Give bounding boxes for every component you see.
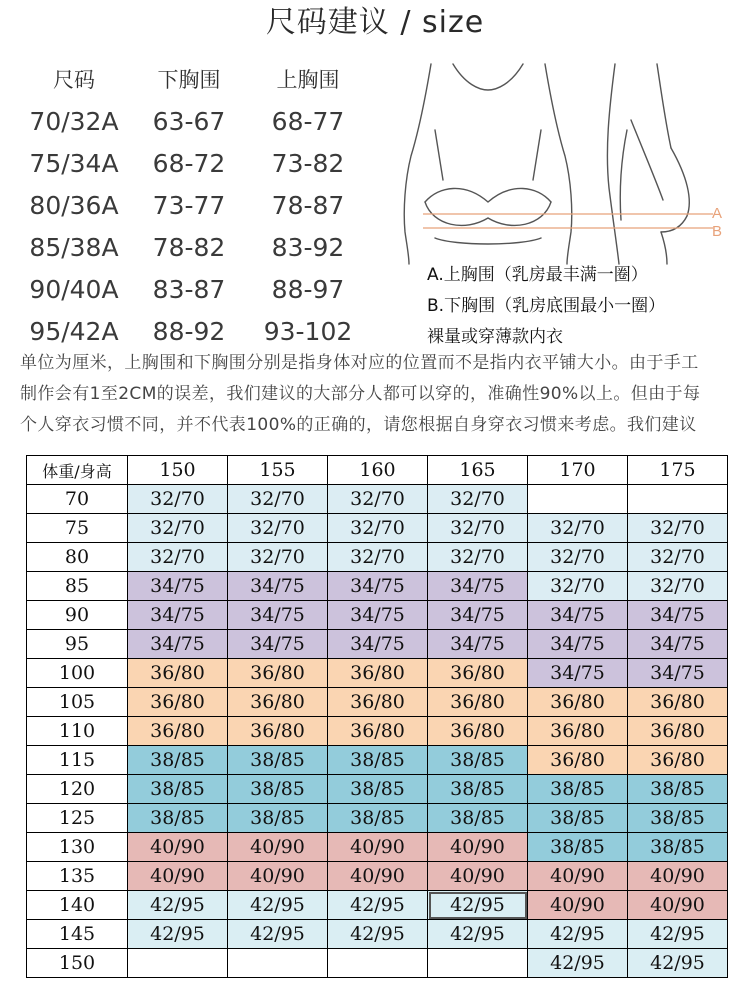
table-row (27, 514, 728, 543)
note-measure-tip: 裸量或穿薄款内衣 (427, 327, 563, 347)
measure-lines (423, 205, 722, 240)
size-cell: 36/80 (528, 688, 628, 717)
size-cell: 36/80 (628, 717, 728, 746)
front-bra (425, 188, 551, 202)
size-chart-header (18, 58, 388, 100)
bust-value: 78-87 (271, 190, 345, 220)
table-corner-label: 体重/身高 (27, 456, 128, 485)
size-chart (18, 58, 388, 352)
size-cell: 40/90 (128, 833, 228, 862)
size-cell: 36/80 (128, 717, 228, 746)
size-cell (328, 949, 428, 978)
size-chart-row (18, 310, 388, 352)
size-cell: 34/75 (428, 630, 528, 659)
size-cell: 36/80 (228, 659, 328, 688)
weight-label: 70 (27, 485, 128, 514)
weight-label: 105 (27, 688, 128, 717)
weight-label: 120 (27, 775, 128, 804)
size-cell: 32/70 (328, 485, 428, 514)
table-row (27, 659, 728, 688)
table-row (27, 630, 728, 659)
size-cell: 32/70 (228, 485, 328, 514)
size-cell: 36/80 (628, 746, 728, 775)
size-cell: 38/85 (328, 775, 428, 804)
height-header: 175 (628, 456, 728, 485)
table-row (27, 572, 728, 601)
size-cell: 38/85 (328, 804, 428, 833)
size-chart-row (18, 268, 388, 310)
size-cell: 34/75 (228, 572, 328, 601)
size-cell: 40/90 (228, 862, 328, 891)
measurement-illustration (395, 60, 730, 265)
size-cell: 40/90 (128, 862, 228, 891)
size-cell: 32/70 (428, 543, 528, 572)
size-cell: 34/75 (528, 659, 628, 688)
size-cell: 34/75 (128, 572, 228, 601)
size-value: 75/34A (29, 148, 119, 178)
size-cell: 32/70 (228, 543, 328, 572)
size-cell: 32/70 (628, 543, 728, 572)
bust-value: 88-97 (271, 274, 345, 304)
size-chart-row (18, 226, 388, 268)
size-cell: 40/90 (528, 891, 628, 920)
weight-height-size-table (26, 455, 728, 978)
size-cell: 32/70 (628, 572, 728, 601)
height-header: 155 (228, 456, 328, 485)
size-cell: 34/75 (428, 572, 528, 601)
size-cell: 36/80 (628, 688, 728, 717)
under-bust-value: 63-67 (152, 106, 226, 136)
front-body-outline (545, 64, 572, 264)
weight-label: 145 (27, 920, 128, 949)
table-header-row (27, 456, 728, 485)
under-bust-value: 68-72 (152, 148, 226, 178)
paragraph-line: 单位为厘米，上胸围和下胸围分别是指身体对应的位置而不是指内衣平铺大小。由于手工 (20, 353, 699, 373)
size-cell: 34/75 (528, 630, 628, 659)
weight-label: 110 (27, 717, 128, 746)
size-chart-row (18, 142, 388, 184)
table-row (27, 543, 728, 572)
size-cell: 36/80 (228, 717, 328, 746)
disclaimer-paragraph (20, 348, 732, 441)
size-cell: 38/85 (628, 833, 728, 862)
size-cell: 34/75 (328, 601, 428, 630)
size-value: 90/40A (29, 274, 119, 304)
size-cell: 32/70 (328, 514, 428, 543)
size-value: 95/42A (29, 316, 119, 346)
table-row (27, 717, 728, 746)
size-cell: 36/80 (328, 688, 428, 717)
size-cell: 38/85 (128, 804, 228, 833)
size-cell: 32/70 (528, 514, 628, 543)
weight-label: 150 (27, 949, 128, 978)
size-cell: 32/70 (128, 514, 228, 543)
size-cell (628, 485, 728, 514)
size-cell: 38/85 (228, 775, 328, 804)
height-header: 170 (528, 456, 628, 485)
side-body-outline (661, 148, 689, 232)
page-title: 尺码建议 / size (265, 5, 485, 40)
under-bust-value: 73-77 (152, 190, 226, 220)
size-cell: 38/85 (228, 804, 328, 833)
weight-label: 135 (27, 862, 128, 891)
table-row (27, 891, 728, 920)
height-header: 165 (428, 456, 528, 485)
size-cell: 42/95 (128, 920, 228, 949)
size-cell: 32/70 (328, 543, 428, 572)
size-cell: 38/85 (628, 775, 728, 804)
size-cell: 34/75 (228, 630, 328, 659)
size-cell (428, 949, 528, 978)
size-cell: 40/90 (328, 833, 428, 862)
size-cell: 34/75 (228, 601, 328, 630)
side-strap (631, 120, 663, 200)
size-cell: 34/75 (428, 601, 528, 630)
size-cell: 38/85 (528, 775, 628, 804)
weight-label: 125 (27, 804, 128, 833)
size-cell: 42/95 (228, 920, 328, 949)
bust-value: 83-92 (271, 232, 345, 262)
weight-label: 90 (27, 601, 128, 630)
table-row (27, 920, 728, 949)
size-cell: 40/90 (428, 833, 528, 862)
front-torso (435, 238, 541, 244)
bust-value: 93-102 (263, 316, 353, 346)
size-header-bust: 上胸围 (276, 68, 340, 92)
size-cell: 40/90 (428, 862, 528, 891)
size-cell: 36/80 (528, 746, 628, 775)
size-cell: 36/80 (428, 659, 528, 688)
size-cell: 32/70 (428, 514, 528, 543)
table-row (27, 804, 728, 833)
size-cell: 34/75 (128, 630, 228, 659)
table-row (27, 949, 728, 978)
side-body-outline (607, 64, 619, 264)
size-value: 85/38A (29, 232, 119, 262)
size-cell: 34/75 (628, 601, 728, 630)
bust-value: 73-82 (271, 148, 345, 178)
size-cell: 40/90 (628, 862, 728, 891)
table-row (27, 833, 728, 862)
size-cell: 42/95 (328, 891, 428, 920)
size-cell: 32/70 (528, 543, 628, 572)
note-under-bust: B.下胸围（乳房底围最小一圈） (427, 296, 666, 316)
weight-label: 75 (27, 514, 128, 543)
size-cell: 42/95 (328, 920, 428, 949)
size-cell (128, 949, 228, 978)
weight-label: 85 (27, 572, 128, 601)
size-cell: 40/90 (328, 862, 428, 891)
size-cell: 32/70 (128, 543, 228, 572)
paragraph-line: 制作会有1至2CM的误差，我们建议的大部分人都可以穿的，准确性90%以上。但由于每 (20, 384, 701, 404)
size-cell: 34/75 (328, 572, 428, 601)
front-strap (435, 130, 443, 180)
label-b: B (712, 223, 723, 240)
measurement-notes (427, 260, 665, 353)
size-cell: 36/80 (128, 688, 228, 717)
bust-value: 68-77 (271, 106, 345, 136)
size-cell: 34/75 (528, 601, 628, 630)
size-cell: 42/95 (628, 949, 728, 978)
size-header-under-bust: 下胸围 (157, 68, 221, 92)
table-row (27, 862, 728, 891)
size-cell: 36/80 (128, 659, 228, 688)
side-body-outline (657, 64, 671, 148)
size-cell: 36/80 (428, 688, 528, 717)
table-row (27, 775, 728, 804)
size-cell (228, 949, 328, 978)
size-cell: 34/75 (128, 601, 228, 630)
size-cell: 38/85 (628, 804, 728, 833)
size-cell: 42/95 (428, 891, 528, 920)
size-header-size: 尺码 (53, 68, 95, 92)
size-cell: 42/95 (128, 891, 228, 920)
size-cell: 34/75 (328, 630, 428, 659)
size-value: 80/36A (29, 190, 119, 220)
height-header: 160 (328, 456, 428, 485)
weight-label: 130 (27, 833, 128, 862)
size-cell: 32/70 (528, 572, 628, 601)
size-cell: 42/95 (428, 920, 528, 949)
size-cell: 42/95 (628, 920, 728, 949)
weight-label: 115 (27, 746, 128, 775)
under-bust-value: 88-92 (152, 316, 226, 346)
front-body-outline (404, 64, 431, 264)
size-cell: 32/70 (228, 514, 328, 543)
size-cell: 38/85 (428, 746, 528, 775)
front-neck (453, 64, 523, 90)
size-cell: 38/85 (528, 804, 628, 833)
size-cell: 38/85 (128, 775, 228, 804)
size-chart-row (18, 184, 388, 226)
size-cell: 36/80 (328, 659, 428, 688)
table-row (27, 746, 728, 775)
size-cell: 42/95 (528, 949, 628, 978)
size-cell: 40/90 (628, 891, 728, 920)
weight-label: 80 (27, 543, 128, 572)
size-cell: 34/75 (628, 630, 728, 659)
label-a: A (712, 205, 723, 222)
size-cell (528, 485, 628, 514)
table-row (27, 485, 728, 514)
weight-label: 140 (27, 891, 128, 920)
table-row (27, 601, 728, 630)
under-bust-value: 78-82 (152, 232, 226, 262)
size-cell: 36/80 (228, 688, 328, 717)
size-chart-row (18, 100, 388, 142)
size-cell: 38/85 (128, 746, 228, 775)
size-cell: 38/85 (428, 804, 528, 833)
weight-label: 100 (27, 659, 128, 688)
size-cell: 40/90 (528, 862, 628, 891)
size-cell: 38/85 (228, 746, 328, 775)
size-cell: 42/95 (528, 920, 628, 949)
size-cell: 36/80 (528, 717, 628, 746)
side-arm (620, 130, 627, 220)
size-cell: 38/85 (528, 833, 628, 862)
size-cell: 40/90 (228, 833, 328, 862)
size-cell: 38/85 (428, 775, 528, 804)
weight-label: 95 (27, 630, 128, 659)
size-cell: 32/70 (628, 514, 728, 543)
size-value: 70/32A (29, 106, 119, 136)
size-cell: 34/75 (628, 659, 728, 688)
size-cell: 36/80 (428, 717, 528, 746)
size-cell: 32/70 (428, 485, 528, 514)
size-cell: 38/85 (328, 746, 428, 775)
table-row (27, 688, 728, 717)
size-cell: 42/95 (228, 891, 328, 920)
height-header: 150 (128, 456, 228, 485)
under-bust-value: 83-87 (152, 274, 226, 304)
size-cell: 32/70 (128, 485, 228, 514)
front-strap (533, 130, 541, 180)
note-upper-bust: A.上胸围（乳房最丰满一圈） (427, 265, 648, 285)
size-cell: 36/80 (328, 717, 428, 746)
paragraph-line: 个人穿衣习惯不同，并不代表100%的正确的，请您根据自身穿衣习惯来考虑。我们建议 (20, 415, 697, 435)
